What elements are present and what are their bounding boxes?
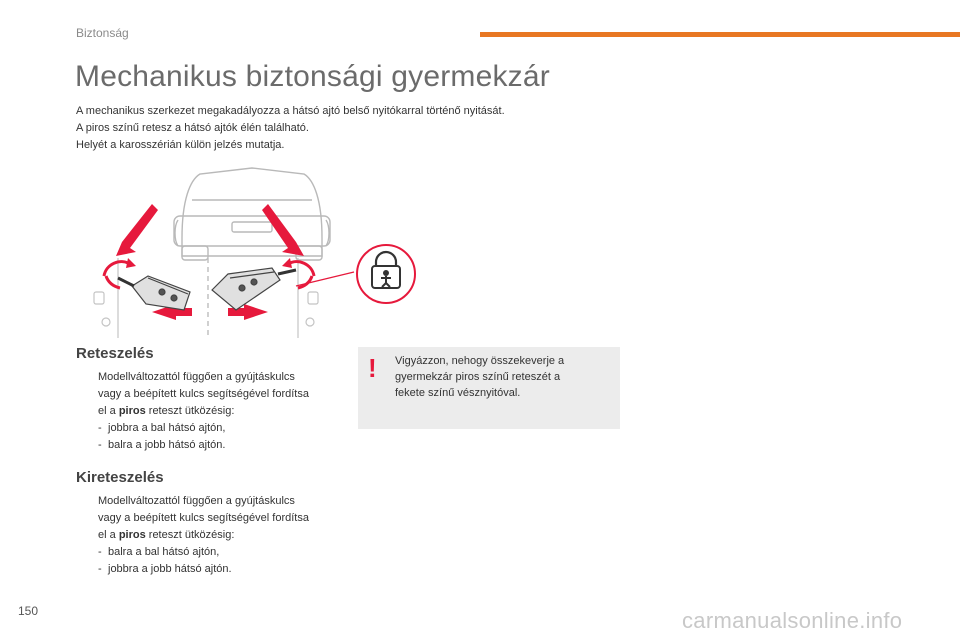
warning-icon: !	[368, 353, 377, 383]
red-emphasis: piros	[118, 405, 146, 417]
step-text: Modellváltozattól függően a gyújtáskulcs	[98, 495, 295, 507]
step-text: Modellváltozattól függően a gyújtáskulcs	[98, 371, 295, 383]
locking-heading: Reteszelés	[76, 345, 154, 362]
warning-line: fekete színű vésznyitóval.	[395, 387, 521, 399]
car-rear-icon	[174, 168, 330, 260]
red-emphasis: piros	[118, 529, 146, 541]
key-icon	[212, 268, 296, 310]
step-text: reteszt ütközésig:	[148, 405, 235, 417]
locking-steps	[78, 369, 348, 454]
unlocking-steps	[78, 493, 348, 578]
warning-text	[395, 353, 610, 401]
list-item: - balra a jobb hátsó ajtón.	[78, 437, 348, 454]
header-accent-bar	[480, 32, 960, 37]
child-lock-symbol-icon	[354, 242, 418, 306]
page-number: 150	[18, 604, 39, 618]
list-item: - jobbra a jobb hátsó ajtón.	[78, 561, 348, 578]
section-label: Biztonság	[76, 26, 129, 40]
unlocking-heading: Kireteszelés	[76, 469, 164, 486]
step-text: vagy a beépített kulcs segítségével fordítsa	[98, 512, 309, 524]
warning-box	[358, 347, 620, 429]
step-text: vagy a beépített kulcs segítségével fordítsa	[98, 388, 309, 400]
intro-line: Helyét a karosszérián külön jelzés mutatja.	[76, 139, 285, 151]
warning-line: Vigyázzon, nehogy összekeverje a	[395, 355, 565, 367]
list-item: - balra a bal hátsó ajtón,	[78, 544, 348, 561]
page-title: Mechanikus biztonsági gyermekzár	[75, 60, 550, 93]
step-text: reteszt ütközésig:	[148, 529, 235, 541]
step-text: el a	[98, 529, 116, 541]
intro-text	[76, 103, 636, 154]
intro-line: A piros színű retesz a hátsó ajtók élén található.	[76, 122, 309, 134]
child-lock-badge	[354, 242, 418, 306]
step-text: el a	[98, 405, 116, 417]
list-item: - jobbra a bal hátsó ajtón,	[78, 420, 348, 437]
watermark: carmanualsonline.info	[682, 608, 903, 633]
intro-line: A mechanikus szerkezet megakadályozza a hátsó ajtó belső nyitókarral történő nyitását.	[76, 105, 505, 117]
key-icon	[118, 276, 190, 310]
warning-line: gyermekzár piros színű reteszét a	[395, 371, 561, 383]
